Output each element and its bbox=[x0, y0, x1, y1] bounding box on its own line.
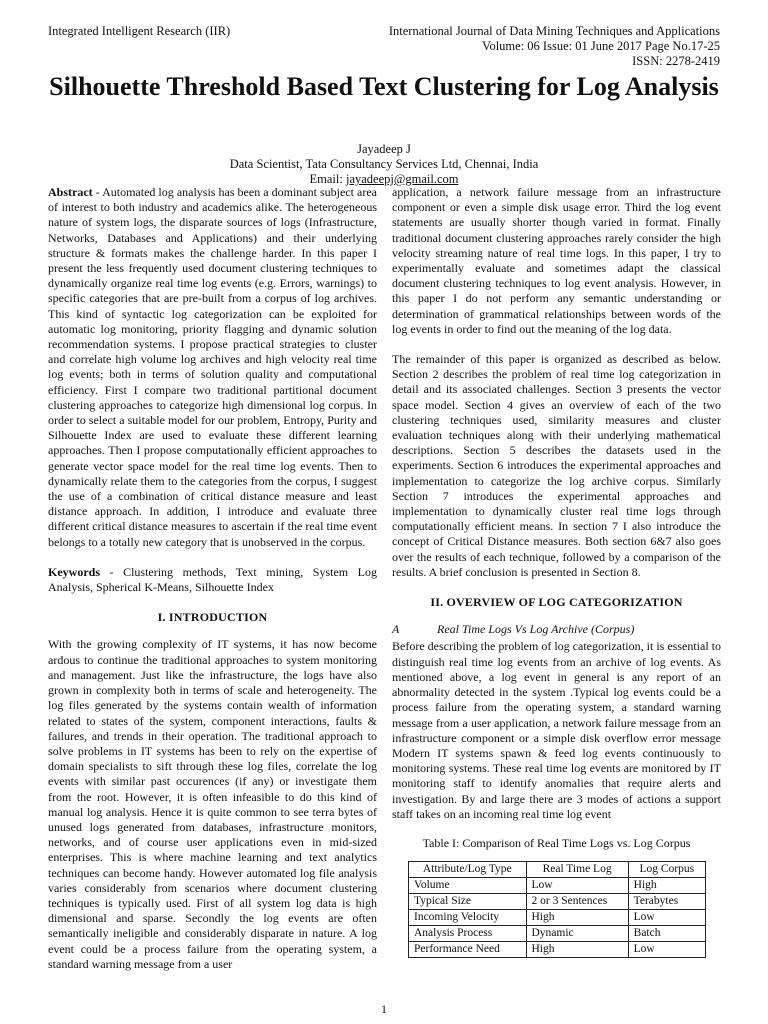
table-header-cell: Log Corpus bbox=[628, 862, 705, 878]
author-affiliation: Data Scientist, Tata Consultancy Services Ltd, Chennai, India bbox=[229, 157, 539, 171]
journal-issn: ISSN: 2278-2419 bbox=[632, 54, 720, 68]
subsection-heading bbox=[392, 622, 721, 637]
author-name: Jayadeep J bbox=[357, 142, 411, 156]
journal-volume: Volume: 06 Issue: 01 June 2017 Page No.17-25 bbox=[482, 39, 720, 53]
table-cell: Terabytes bbox=[628, 894, 705, 910]
abstract bbox=[48, 185, 377, 550]
table-cell: High bbox=[526, 910, 628, 926]
comparison-table bbox=[408, 861, 706, 958]
table-header-row bbox=[409, 862, 706, 878]
keywords-label: Keywords bbox=[48, 564, 100, 579]
left-column bbox=[48, 185, 377, 987]
table-row bbox=[409, 942, 706, 958]
section-heading-introduction: I. INTRODUCTION bbox=[157, 610, 268, 625]
subsection-label: A bbox=[392, 622, 400, 637]
intro-continued-text: application, a network failure message from an infrastructure component or even a simple disk usage error. Third the log event statements are usually shorter though varied in format. Finally traditional document clustering approaches rarely consider the high velocity streaming nature of real time logs. In this paper, I try to experimentally evaluate and sometimes adapt the classical document clustering techniques to log event analysis. However, in this paper I do not perform any semantic understanding or determination of grammatical relationships between words of the log events in order to find out the meaning of the log data. bbox=[392, 185, 721, 336]
journal-info bbox=[300, 24, 720, 69]
paper-organization-text: The remainder of this paper is organized as described as below. Section 2 describes the problem of real time log categorization in detail and its associated challenges. Section 3 presents the vector space model. Section 4 gives an overview of each of the two clustering techniques used, similarity measures and cluster evaluation techniques along with their underlying mathematical descriptions. Section 5 describes the datasets used in the experiments. Section 6 introduces the experimental approaches and implementation to categorize the log archive corpus. Similarly Section 7 introduces the experimental approaches and implementation to dynamically cluster real time logs through computationally efficient means. In section 7 I also introduce the concept of Critical Distance measures. Both section 6&7 also goes over the results of each technique, followed by a comparison of the results. A brief conclusion is presented in Section 8. bbox=[392, 352, 721, 579]
table-cell: Analysis Process bbox=[409, 926, 527, 942]
table-cell: Incoming Velocity bbox=[409, 910, 527, 926]
author-block bbox=[40, 142, 728, 187]
section-heading-overview: II. OVERVIEW OF LOG CATEGORIZATION bbox=[430, 595, 683, 610]
right-column bbox=[392, 185, 721, 958]
journal-publisher: Integrated Intelligent Research (IIR) bbox=[48, 24, 231, 38]
table-cell: Low bbox=[628, 942, 705, 958]
table-cell: Volume bbox=[409, 878, 527, 894]
table-header-cell: Real Time Log bbox=[526, 862, 628, 878]
table-cell: Batch bbox=[628, 926, 705, 942]
table-row bbox=[409, 878, 706, 894]
table-caption: Table I: Comparison of Real Time Logs vs. Log Corpus bbox=[422, 835, 691, 850]
table-cell: Low bbox=[526, 878, 628, 894]
table-cell: Low bbox=[628, 910, 705, 926]
table-cell: Performance Need bbox=[409, 942, 527, 958]
table-row bbox=[409, 926, 706, 942]
table-header-cell: Attribute/Log Type bbox=[409, 862, 527, 878]
table-cell: Typical Size bbox=[409, 894, 527, 910]
subsection-title: Real Time Logs Vs Log Archive (Corpus) bbox=[437, 622, 635, 637]
email-label: Email: bbox=[309, 172, 343, 186]
paper-title: Silhouette Threshold Based Text Clustering for Log Analysis bbox=[49, 72, 719, 101]
keywords-text: - Clustering methods, Text mining, System Log Analysis, Spherical K-Means, Silhouette Index bbox=[48, 564, 377, 595]
page-number: 1 bbox=[381, 1002, 387, 1016]
abstract-label: Abstract bbox=[48, 185, 93, 199]
table-cell: 2 or 3 Sentences bbox=[526, 894, 628, 910]
table-row bbox=[409, 894, 706, 910]
table-cell: Dynamic bbox=[526, 926, 628, 942]
table-cell: High bbox=[526, 942, 628, 958]
introduction-text: With the growing complexity of IT systems, it has now become ardous to continue the traditional approaches to system monitoring and management. Just like the infrastructure, the logs have also grown in complexity both in terms of scale and heterogeneity. The log files generated by the systems contain wealth of information related to states of the system, component interactions, faults & failures, and trends in their operation. The traditional approach to solve problems in IT systems has been to rely on the expertise of domain specialists to sift through these log files, correlate the log events with similar past occurences (if any) or investigate them from the root. However, it is often infeasible to do this kind of manual log analysis. Hence it is quite common to see terra bytes of unused logs generated from databases, infrastructure monitors, networks, and of course user applications even in mid-sized enterprises. This is where machine learning and text analytics techniques can become handy. However automated log file analysis varies considerably from scenarios where document clustering techniques is typically used. First of all system log data is high dimensional and sparse. Secondly the log events are often semantically ineligible and considerably disparate in nature. A log event could be a process failure from the operating system, a standard warning message from a user bbox=[48, 637, 377, 971]
keywords bbox=[48, 565, 377, 595]
table-cell: High bbox=[628, 878, 705, 894]
journal-name: International Journal of Data Mining Techniques and Applications bbox=[388, 24, 720, 38]
log-events-text: Before describing the problem of log categorization, it is essential to distinguish real time log events from an archive of log events. As mentioned above, a log event in general is any report of an abnormality detected in the system .Typical log events could be a process failure from the operating system, a standard warning message from a user application, a network failure message from an infrastructure component or a simple disk overflow error message Modern IT systems spawn & feed log events continuously to monitoring systems. These real time log events are monitored by IT monitoring staff to identify anomalies that require alerts and investigation. By and large there are 3 modes of actions a support staff takes on an incoming real time log event bbox=[392, 639, 721, 821]
table-row bbox=[409, 910, 706, 926]
email-link[interactable]: jayadeepj@gmail.com bbox=[345, 172, 459, 186]
abstract-text: - Automated log analysis has been a dominant subject area of interest to both industry and academics alike. The heterogeneous nature of system logs, the disparate sources of logs (Infrastructure, Networks, Databases and Applications) and their underlying structure & formats makes the challenge harder. In this paper I present the less frequently used document clustering techniques to dynamically organize real time log events (e.g. Errors, warnings) to specific categories that are pre-built from a corpus of log archives. This kind of syntactic log categorization can be exploited for automatic log monitoring, priority flagging and dynamic solution recommendation systems. I propose practical strategies to cluster and correlate high volume log archives and high velocity real time log events; both in terms of solution quality and computational efficiency. First I compare two traditional partitional document clustering approaches to categorize high dimensional log corpus. In order to select a suitable model for our problem, Entropy, Purity and Silhouette Index are used to evaluate these different learning approaches. Then I propose computationally efficient approaches to generate vector space model for the real time log events. Then to dynamically relate them to the categories from the corpus, I suggest the use of a combination of critical distance measure and least distance approach. In addition, I introduce and evaluate three different critical distance measures to ascertain if the real time event belongs to a totally new category that is unobserved in the corpus. bbox=[48, 185, 377, 549]
